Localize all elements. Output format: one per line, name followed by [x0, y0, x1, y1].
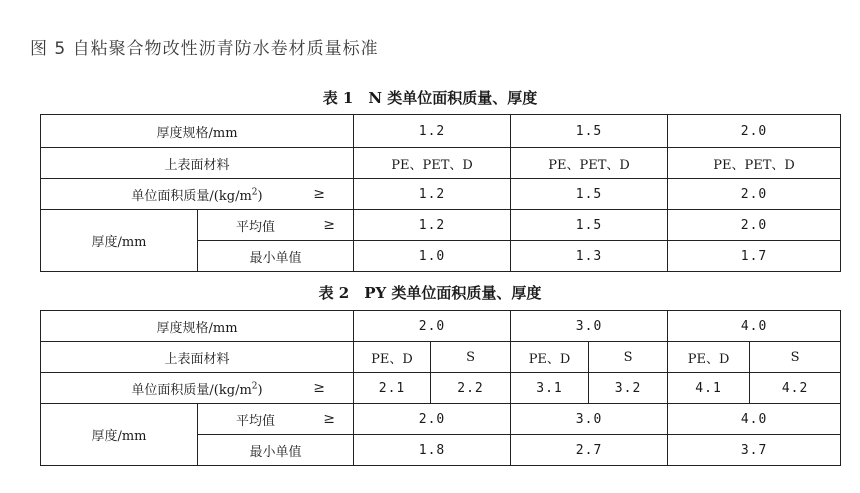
cell: 1.7	[668, 241, 841, 272]
ge-symbol: ≥	[313, 186, 326, 202]
material-label: 上表面材料	[41, 342, 354, 373]
cell: 2.0	[668, 115, 841, 148]
cell: 1.5	[511, 115, 668, 148]
thickness-label: 厚度/mm	[41, 404, 198, 466]
avg-label: 平均值 ≥	[198, 404, 354, 435]
table2-title: 表 2 PY 类单位面积质量、厚度	[318, 284, 542, 302]
ge-symbol: ≥	[323, 217, 336, 233]
cell: 3.0	[511, 311, 668, 342]
cell: 4.0	[668, 311, 841, 342]
table-row	[41, 210, 841, 241]
cell: 1.8	[354, 435, 511, 466]
table1-title: 表 1 N 类单位面积质量、厚度	[322, 89, 538, 107]
cell: PE、PET、D	[354, 148, 511, 179]
table-row	[41, 311, 841, 342]
cell: 3.7	[668, 435, 841, 466]
mass-label	[41, 373, 354, 404]
cell: 1.5	[511, 179, 668, 210]
figure-title: 图 5 自粘聚合物改性沥青防水卷材质量标准	[30, 39, 379, 59]
cell: 2.0	[354, 404, 511, 435]
cell: 2.2	[431, 373, 511, 404]
cell: 1.0	[354, 241, 511, 272]
table1	[40, 114, 841, 272]
cell: 1.2	[354, 115, 511, 148]
cell: 2.7	[511, 435, 668, 466]
cell: 3.0	[511, 404, 668, 435]
cell: S	[750, 342, 841, 373]
table-row	[41, 179, 841, 210]
table2	[40, 310, 841, 466]
cell: 1.5	[511, 210, 668, 241]
material-label: 上表面材料	[41, 148, 354, 179]
mass-label	[41, 179, 354, 210]
ge-symbol: ≥	[313, 380, 326, 396]
ge-symbol: ≥	[323, 411, 336, 427]
cell: 2.0	[354, 311, 511, 342]
avg-label: 平均值 ≥	[198, 210, 354, 241]
cell: 2.1	[354, 373, 431, 404]
cell: S	[589, 342, 668, 373]
table-row	[41, 404, 841, 435]
table-row	[41, 148, 841, 179]
cell: PE、PET、D	[668, 148, 841, 179]
cell: 1.2	[354, 210, 511, 241]
mass-label-text: 单位面积质量$/(kg/m^2)$	[131, 381, 263, 398]
spec-label: 厚度规格/mm	[41, 311, 354, 342]
table-row	[41, 342, 841, 373]
cell: 2.0	[668, 179, 841, 210]
min-label: 最小单值	[198, 435, 354, 466]
min-label: 最小单值	[198, 241, 354, 272]
cell: PE、D	[354, 342, 431, 373]
cell: PE、PET、D	[511, 148, 668, 179]
thickness-label: 厚度/mm	[41, 210, 198, 272]
table-row	[41, 115, 841, 148]
cell: 3.2	[589, 373, 668, 404]
spec-label: 厚度规格/mm	[41, 115, 354, 148]
cell: 1.3	[511, 241, 668, 272]
cell: 1.2	[354, 179, 511, 210]
table-row	[41, 373, 841, 404]
cell: 4.0	[668, 404, 841, 435]
cell: PE、D	[668, 342, 750, 373]
cell: PE、D	[511, 342, 589, 373]
cell: 4.2	[750, 373, 841, 404]
mass-label-text: 单位面积质量$/(kg/m^2)$	[131, 187, 263, 204]
cell: 3.1	[511, 373, 589, 404]
cell: 2.0	[668, 210, 841, 241]
cell: 4.1	[668, 373, 750, 404]
cell: S	[431, 342, 511, 373]
